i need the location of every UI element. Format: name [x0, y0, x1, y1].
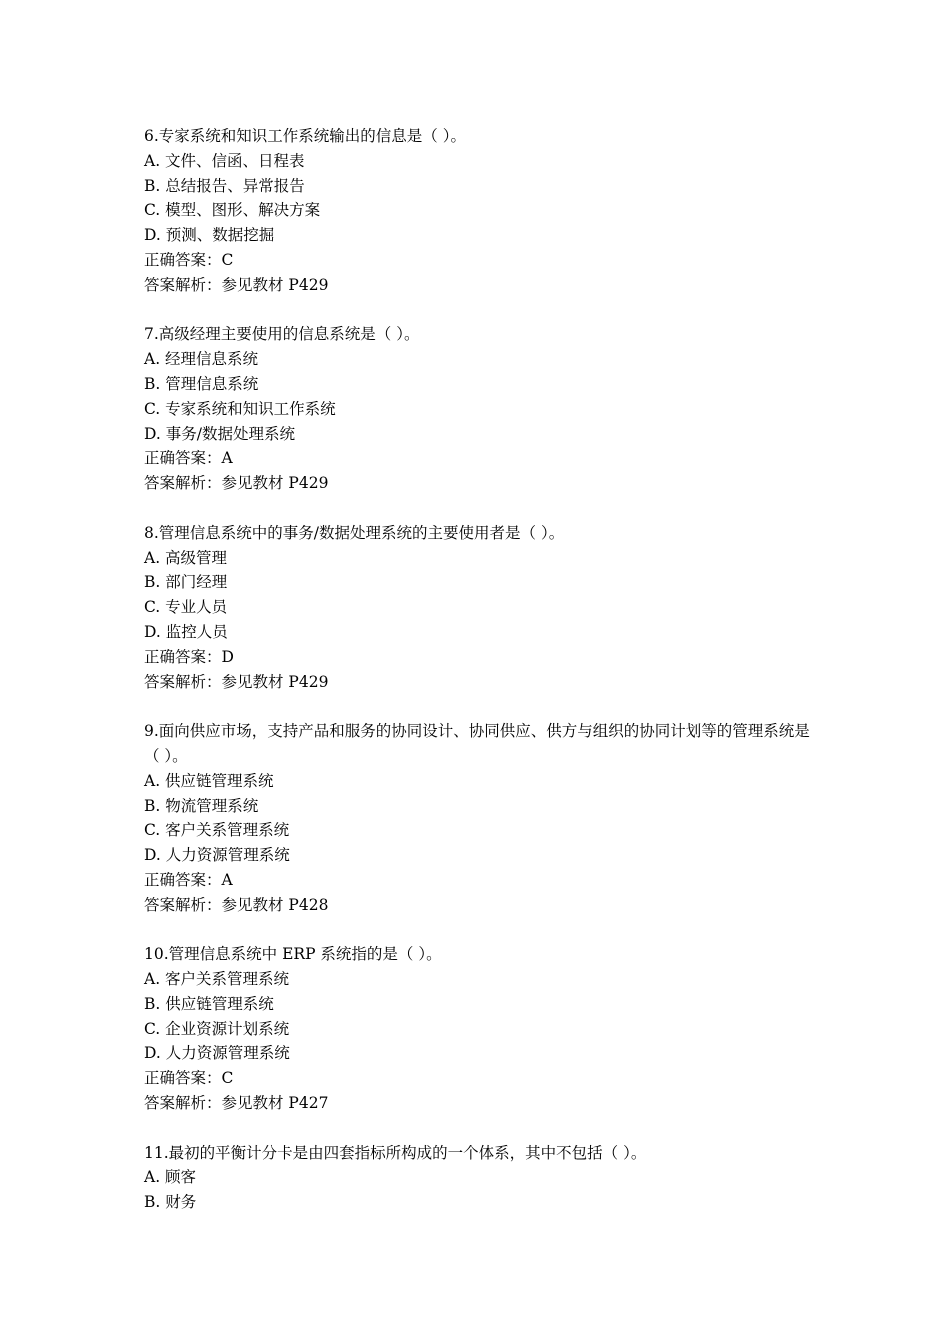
option-a: A. 客户关系管理系统	[144, 970, 290, 989]
option-a: A. 文件、信函、日程表	[144, 151, 305, 170]
option-a: A. 经理信息系统	[144, 350, 259, 369]
option-d: D. 人力资源管理系统	[144, 1044, 290, 1063]
option-b: B. 供应链管理系统	[144, 994, 274, 1013]
option-b: B. 部门经理	[144, 573, 228, 592]
answer-analysis: 答案解析：参见教材 P429	[144, 275, 329, 294]
correct-answer: 正确答案：A	[144, 870, 233, 889]
question-7	[144, 322, 824, 496]
option-b: B. 财务	[144, 1193, 197, 1212]
option-d: D. 人力资源管理系统	[144, 846, 290, 865]
question-11	[144, 1141, 824, 1215]
option-d: D. 事务/数据处理系统	[144, 424, 295, 443]
correct-answer: 正确答案：C	[144, 250, 234, 269]
correct-answer: 正确答案：C	[144, 1069, 234, 1088]
option-b: B. 物流管理系统	[144, 796, 259, 815]
question-stem: 6.专家系统和知识工作系统输出的信息是（ ）。	[144, 127, 466, 145]
question-stem: 10.管理信息系统中 ERP 系统指的是（ ）。	[144, 945, 442, 964]
answer-analysis: 答案解析：参见教材 P428	[144, 895, 329, 914]
answer-analysis: 答案解析：参见教材 P429	[144, 672, 329, 691]
question-stem: 7.高级经理主要使用的信息系统是（ ）。	[144, 325, 420, 344]
option-c: C. 专业人员	[144, 598, 228, 617]
question-stem: 9.面向供应市场，支持产品和服务的协同设计、协同供应、供方与组织的协同计划等的管理系统是（ ）。	[144, 722, 810, 765]
question-10	[144, 942, 824, 1116]
option-b: B. 管理信息系统	[144, 374, 259, 393]
option-c: C. 专家系统和知识工作系统	[144, 399, 336, 418]
question-stem: 8.管理信息系统中的事务/数据处理系统的主要使用者是（ ）。	[144, 523, 565, 542]
option-c: C. 模型、图形、解决方案	[144, 201, 321, 220]
option-d: D. 预测、数据挖掘	[144, 226, 275, 245]
option-b: B. 总结报告、异常报告	[144, 176, 305, 195]
question-6	[144, 124, 824, 298]
option-c: C. 企业资源计划系统	[144, 1019, 290, 1038]
question-8	[144, 521, 824, 695]
option-a: A. 顾客	[144, 1168, 197, 1187]
option-a: A. 高级管理	[144, 548, 228, 567]
answer-analysis: 答案解析：参见教材 P429	[144, 474, 329, 493]
correct-answer: 正确答案：A	[144, 449, 233, 468]
correct-answer: 正确答案：D	[144, 647, 234, 666]
option-c: C. 客户关系管理系统	[144, 821, 290, 840]
option-d: D. 监控人员	[144, 622, 228, 641]
document-page	[144, 124, 824, 1240]
question-stem: 11.最初的平衡计分卡是由四套指标所构成的一个体系，其中不包括（ ）。	[144, 1143, 647, 1162]
question-9	[144, 719, 824, 917]
option-a: A. 供应链管理系统	[144, 771, 274, 790]
answer-analysis: 答案解析：参见教材 P427	[144, 1094, 329, 1113]
